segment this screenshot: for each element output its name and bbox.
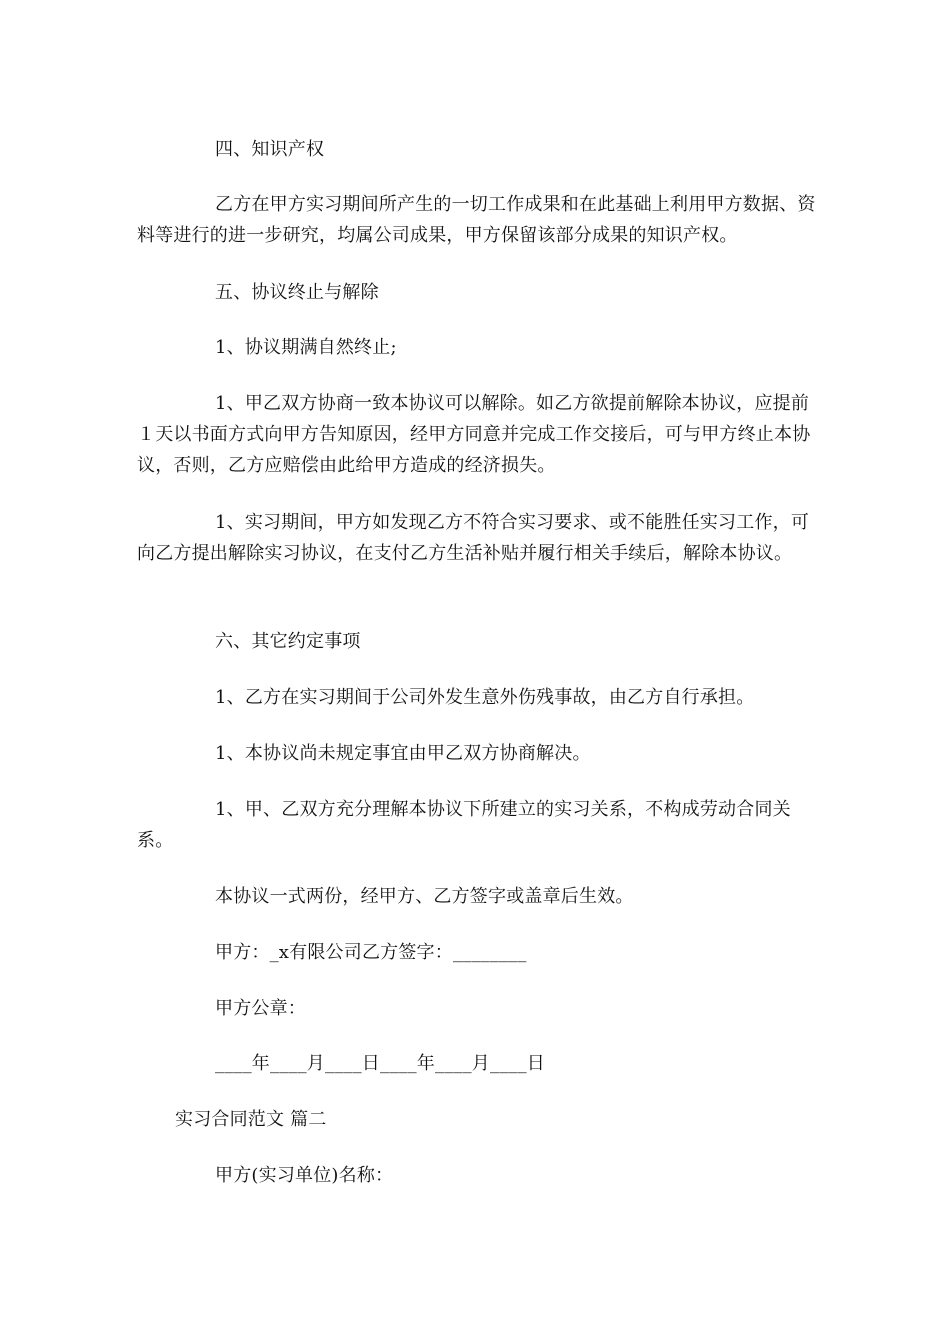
- clause-accident: 1、乙方在实习期间于公司外发生意外伤残事故，由乙方自行承担。: [215, 687, 755, 708]
- section-heading-intellectual-property: 四、知识产权: [215, 139, 325, 160]
- paragraph-intellectual-property: 乙方在甲方实习期间所产生的一切工作成果和在此基础上利用甲方数据、资料等进行的进一步研究，均属公司成果，甲方保留该部分成果的知识产权。: [137, 194, 816, 246]
- article-two-title: 实习合同范文 篇二: [175, 1109, 327, 1130]
- clause-effectiveness: 本协议一式两份，经甲方、乙方签字或盖章后生效。: [215, 886, 634, 907]
- signature-line: 甲方：_x有限公司乙方签字：________: [215, 942, 527, 963]
- date-line: ____年____月____日____年____月____日: [215, 1053, 545, 1074]
- clause-mutual-termination: 1、甲乙双方协商一致本协议可以解除。如乙方欲提前解除本协议，应提前１天以书面方式向甲方告知原因，经甲方同意并完成工作交接后，可与甲方终止本协议，否则，乙方应赔偿由此给甲方造成的经济损失。: [137, 393, 811, 476]
- section-heading-other-matters: 六、其它约定事项: [215, 631, 361, 652]
- party-a-name-line: 甲方(实习单位)名称：: [215, 1165, 394, 1186]
- clause-expiry: 1、协议期满自然终止;: [215, 337, 397, 358]
- clause-internship-relation: 1、甲、乙双方充分理解本协议下所建立的实习关系，不构成劳动合同关系。: [137, 799, 791, 851]
- clause-unspecified-matters: 1、本协议尚未规定事宜由甲乙双方协商解决。: [215, 743, 591, 764]
- section-heading-termination: 五、协议终止与解除: [215, 282, 379, 303]
- company-seal-line: 甲方公章：: [215, 998, 306, 1019]
- clause-unilateral-termination: 1、实习期间，甲方如发现乙方不符合实习要求、或不能胜任实习工作，可向乙方提出解除实习协议，在支付乙方生活补贴并履行相关手续后，解除本协议。: [137, 512, 810, 564]
